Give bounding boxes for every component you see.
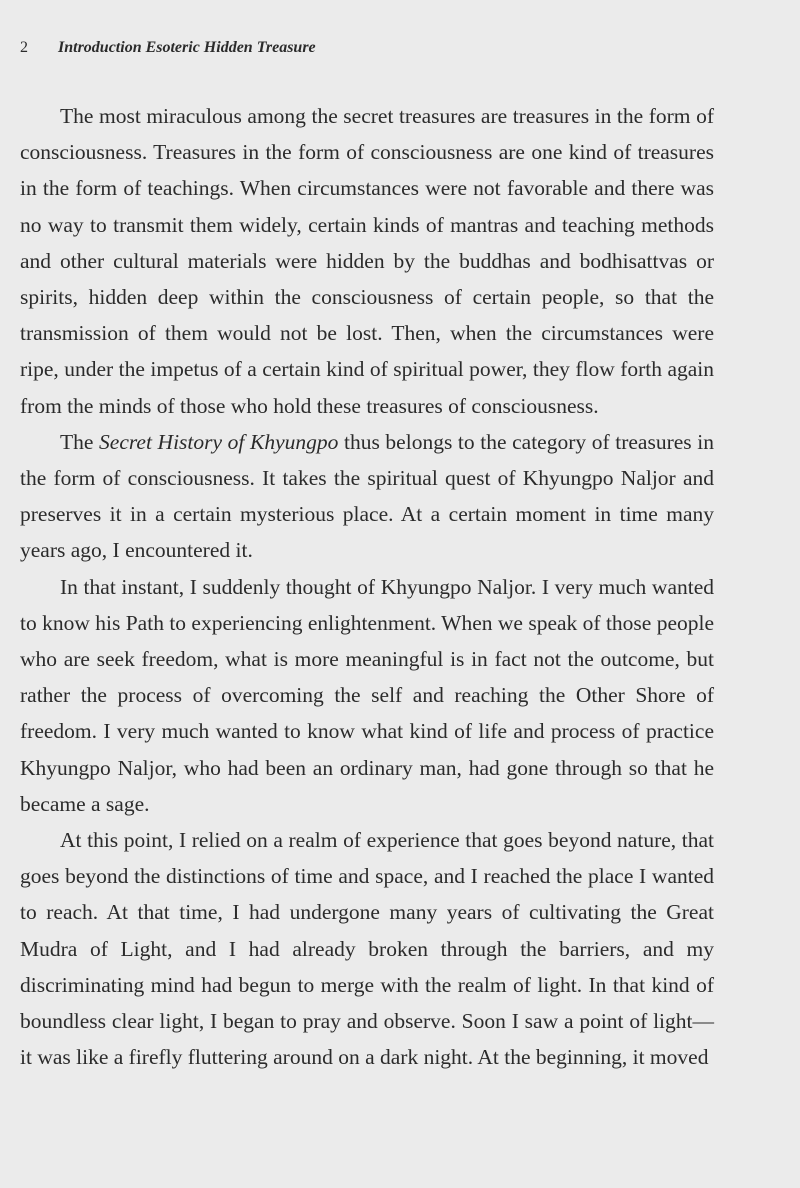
paragraph-text: thus belongs to the category of treasures in the form of consciousness. It takes the spiritual quest of Khyungpo Naljor and preserves it in a certain mysterious place. At a certain moment in time many years ago, I encountered it. bbox=[20, 429, 714, 563]
paragraph: In that instant, I suddenly thought of Khyungpo Naljor. I very much wanted to know his Path to experiencing enlightenment. When we speak of those people who are seek freedom, what is more meaningful is in fact not the outcome, but rather the process of overcoming the self and reaching the Other Shore of freedom. I very much wanted to know what kind of life and process of practice Khyungpo Naljor, who had been an ordinary man, had gone through so that he became a sage. bbox=[20, 574, 715, 816]
page-number: 2 bbox=[20, 39, 28, 56]
paragraph bbox=[20, 424, 714, 569]
paragraph: At this point, I relied on a realm of experience that goes beyond nature, that goes beyond the distinctions of time and space, and I reached the place I wanted to reach. At that time, I had undergone many years of cultivating the Great Mudra of Light, and I had already broken through the barriers, and my discriminating mind had begun to merge with the realm of light. In that kind of boundless clear light, I began to pray and observe. Soon I saw a point of light—it was like a firefly fluttering around on a dark night. At the beginning, it moved bbox=[20, 828, 714, 1070]
book-title: Secret History of Khyungpo bbox=[99, 429, 339, 454]
body-text bbox=[20, 98, 714, 1075]
running-head bbox=[20, 38, 316, 58]
paragraph: The most miraculous among the secret treasures are treasures in the form of consciousness. Treasures in the form of consciousness are one kind of treasures in the form of teachings. When circumstances were not favorable and there was no way to transmit them widely, certain kinds of mantras and teaching methods and other cultural materials were hidden by the buddhas and bodhisattvas or spirits, hidden deep within the consciousness of certain people, so that the transmission of them would not be lost. Then, when the circumstances were ripe, under the impetus of a certain kind of spiritual power, they flow forth again from the minds of those who hold these treasures of consciousness. bbox=[20, 104, 714, 418]
running-title: Introduction Esoteric Hidden Treasure bbox=[58, 39, 316, 56]
paragraph-text: The bbox=[60, 429, 100, 454]
